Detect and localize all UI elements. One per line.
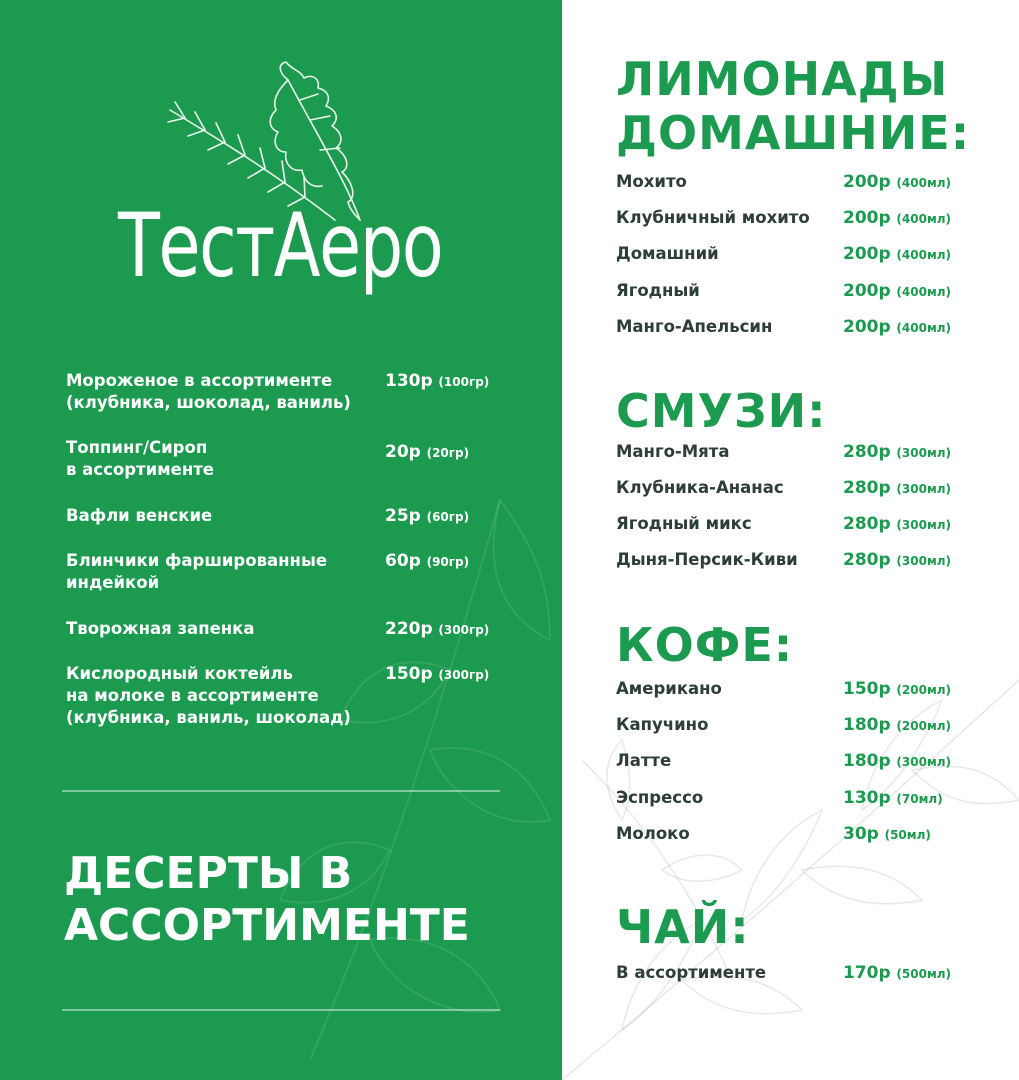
- drink-price: 170р (500мл): [843, 963, 952, 983]
- dessert-name: Топпинг/Сироп в ассортименте: [66, 438, 214, 479]
- drink-price: 200р (400мл): [843, 208, 952, 228]
- drink-name: Ягодный: [616, 281, 700, 300]
- drink-price: 200р (400мл): [843, 244, 952, 264]
- desserts-banner: ДЕСЕРТЫ В АССОРТИМЕНТЕ: [64, 848, 470, 951]
- coffee-title: КОФЕ:: [616, 618, 794, 672]
- smoothies-title: СМУЗИ:: [616, 384, 827, 438]
- drink-price: 280р (300мл): [843, 514, 952, 534]
- drink-price: 280р (300мл): [843, 478, 952, 498]
- drink-price: 200р (400мл): [843, 172, 952, 192]
- divider-top: [62, 790, 500, 792]
- drink-name: Мохито: [616, 172, 687, 191]
- dessert-name: Блинчики фаршированные индейкой: [66, 551, 328, 592]
- drink-price: 130р (70мл): [843, 788, 943, 808]
- dessert-price: 25р (60гр): [385, 506, 470, 526]
- drink-price: 180р (300мл): [843, 751, 952, 771]
- drink-price: 180р (200мл): [843, 715, 952, 735]
- brand-logo-text: ТестАеро: [118, 194, 443, 297]
- drink-name: Клубничный мохито: [616, 208, 810, 227]
- drink-name: В ассортименте: [616, 963, 767, 982]
- drink-name: Американо: [616, 679, 722, 698]
- drink-name: Латте: [616, 751, 672, 770]
- lemonades-title-line2: ДОМАШНИЕ:: [616, 106, 971, 160]
- drink-name: Ягодный микс: [616, 514, 752, 533]
- drink-name: Клубника-Ананас: [616, 478, 784, 497]
- lemonades-title: ЛИМОНАДЫ: [616, 52, 949, 106]
- drink-price: 280р (300мл): [843, 442, 952, 462]
- drink-name: Домашний: [616, 244, 719, 263]
- dessert-price: 130р (100гр): [385, 371, 490, 391]
- drink-price: 200р (400мл): [843, 317, 952, 337]
- dessert-price: 60р (90гр): [385, 551, 470, 571]
- drink-price: 280р (300мл): [843, 550, 952, 570]
- divider-bottom: [62, 1009, 500, 1011]
- drink-name: Манго-Апельсин: [616, 317, 773, 336]
- drink-price: 30р (50мл): [843, 824, 931, 844]
- dessert-name: Творожная запенка: [66, 619, 255, 638]
- drink-name: Манго-Мята: [616, 442, 730, 461]
- drink-name: Капучино: [616, 715, 709, 734]
- tea-title: ЧАЙ:: [616, 900, 750, 954]
- drink-name: Молоко: [616, 824, 690, 843]
- dessert-price: 150р (300гр): [385, 664, 490, 684]
- drinks-panel: [562, 0, 1019, 1080]
- drink-name: Эспрессо: [616, 788, 704, 807]
- dessert-name: Вафли венские: [66, 506, 213, 525]
- drink-name: Дыня-Персик-Киви: [616, 550, 798, 569]
- dessert-name: Мороженое в ассортименте (клубника, шоколад, ваниль): [66, 371, 351, 412]
- dessert-price: 20р (20гр): [385, 442, 470, 462]
- drink-price: 200р (400мл): [843, 281, 952, 301]
- dessert-price: 220р (300гр): [385, 619, 490, 639]
- dessert-name: Кислородный коктейль на молоке в ассортименте (клубника, ваниль, шоколад): [66, 664, 351, 727]
- drink-price: 150р (200мл): [843, 679, 952, 699]
